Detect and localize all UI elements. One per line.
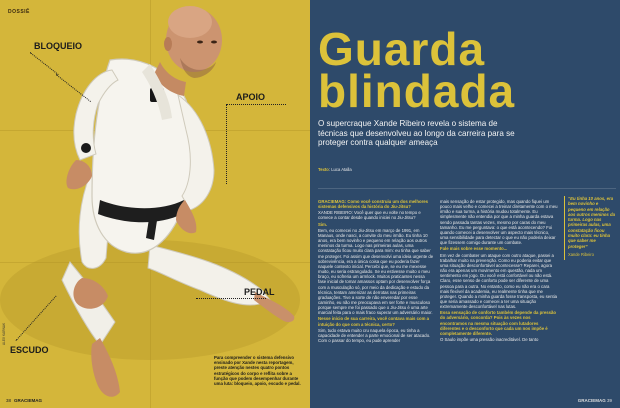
question: GRACIEMAG: Como você construiu um dos melhores sistemas defensivos da história do Jiu-Jitsu? xyxy=(318,199,429,210)
page-number-left: 38 xyxy=(6,398,12,403)
byline: Texto: Luca Atalla xyxy=(318,167,352,172)
byline-label: Texto xyxy=(318,167,329,172)
pointer-pedal xyxy=(196,298,266,299)
lede-paragraph: O supercraque Xande Ribeiro revela o sistema de técnicas que desenvolveu ao longo da carreira para se proteger contra qualquer ameaça xyxy=(318,119,515,148)
divider xyxy=(318,188,616,189)
headline-line-2: blindada xyxy=(318,65,516,117)
column-2 xyxy=(440,199,558,343)
headline-line-1: Guarda xyxy=(318,23,486,75)
folio-right xyxy=(578,398,612,403)
section-label: DOSSIÊ xyxy=(8,9,30,15)
label-pedal: PEDAL xyxy=(244,287,275,297)
folio-left xyxy=(6,398,42,403)
pull-quote-bar xyxy=(564,196,565,260)
magazine-name-left: GRACIEMAG xyxy=(14,398,43,403)
label-apoio: APOIO xyxy=(236,92,266,102)
pointer-apoio-drop xyxy=(226,104,227,184)
right-page xyxy=(310,0,620,408)
pointer-apoio xyxy=(226,104,286,105)
label-bloqueio: BLOQUEIO xyxy=(34,41,83,51)
photo-credit: ALEX KARNAK xyxy=(2,322,6,345)
column-1 xyxy=(318,199,434,344)
answer: mais sensação de estar protegido, mas quando fiquei um pouco mais velho e comecei a treinar diretamente com o meu irmão e sua turma, a história mudou totalmente. Eu simplesmente não entendia por que a minha guarda estava sendo passada tantas vezes, mesmo por caras do meu tamanho. Eu me perguntava: o que está acontecendo? Foi quando comecei a desenvolver um aspecto mais técnico, uma sensibilidade para detectar o que eu não poderia deixar que fizessem comigo durante um combate. xyxy=(440,199,558,246)
byline-author: Luca Atalla xyxy=(331,167,352,172)
pull-quote: “Eu tinha 10 anos, era bem novinho e pequeno em relação aos outros meninos da turma. Logo nas primeiras aulas, uma constatação ficou muito clara: eu tinha que saber me proteger” xyxy=(568,196,616,249)
answer: XANDE RIBEIRO: Você quer que eu volte no tempo e comece a contar desde quando iniciei no Jiu-Jitsu? xyxy=(318,210,421,221)
pull-quote-author: Xande Ribeiro xyxy=(568,252,594,257)
photo-caption: Para compreender o sistema defensivo ensinado por Xande nesta reportagem, preste atenção nestes quatro pontos estratégicos do corpo e reflita sobre a função que podem desempenhar durante uma luta: bloqueio, apoio, escudo e pedal. xyxy=(214,355,301,387)
answer: O Saulo impõe uma pressão inacreditável. De tanto xyxy=(440,337,539,343)
question: Nesse início de sua carreira, você contava mais com a intuição do que com a técnica, certo? xyxy=(318,316,430,327)
question: Sim. xyxy=(318,221,328,227)
question: Essa sensação de conforto também depende da pressão do adversário, concorda? Pois às vezes nos encontramos na mesma situação com lutadores diferentes e o desconforto que cada um nos impõe é completamente diferente. xyxy=(440,310,557,336)
answer: Em vez de combater um ataque com outro ataque, passei a trabalhar muito na prevenção. Como eu poderia evitar que uma situação desconfortável acontecesse? Reparei, agora não era apenas um movimento em questão, nada um sentimento em jogo. Ou você está confortável ou não está. Claro, esse senso de conforto pode ser diferente de uma pessoa para a outra. No entanto, como eu não era o cara mais flexível da academia, eu realmente tinha que me proteger. Quando a minha guarda fosse transposta, eu sentia que seria amassado e comecei a ter uma situação extremamente desconfortável nas lutas. xyxy=(440,252,558,310)
label-escudo: ESCUDO xyxy=(10,345,49,355)
page-number-right: 39 xyxy=(606,398,612,403)
question: Fale mais sobre esse momento... xyxy=(440,246,508,252)
answer: Sim, tudo estava muito cru naquela época, eu tinha a capacidade de entender a parte emocional de ser atacado. Com o passar do tempo, eu pude aprender xyxy=(318,327,431,344)
magazine-name-right: GRACIEMAG xyxy=(577,398,606,403)
answer: Bem, eu comecei no Jiu-Jitsu em março de 1991, em Manaus, onde nasci, a convite do meu irmão. Eu tinha 10 anos, era bem novinho e pequeno em relação aos outros meninos da turma. Logo nas primeiras aulas, uma constatação ficou muito clara para mim: eu tinha que saber me proteger. Foi assim que desenvolvi uma ideia urgente de sobrevivência, era a única coisa que eu poderia fazer naquele contexto inicial. Percebi que, se eu me mexesse muito, eu seria estrangulado. Se eu estivesse muito o meu braço, eu sofreria um armlock. Muitos praticantes nessa fase inicial de tomar amassos optam por desenvolver força com a musculação só, por meio da dedicação e estudo da técnica, tentam amenizar as derrotas nas primeiras graduações. Tive a sorte de não enveredar por esse caminho, eu não me preocupava em ser forte e musculoso porque sempre me foi passado que o Jiu-Jitsu é uma arte marcial feita para o mais fraco superar um adversário maior. xyxy=(318,227,434,316)
